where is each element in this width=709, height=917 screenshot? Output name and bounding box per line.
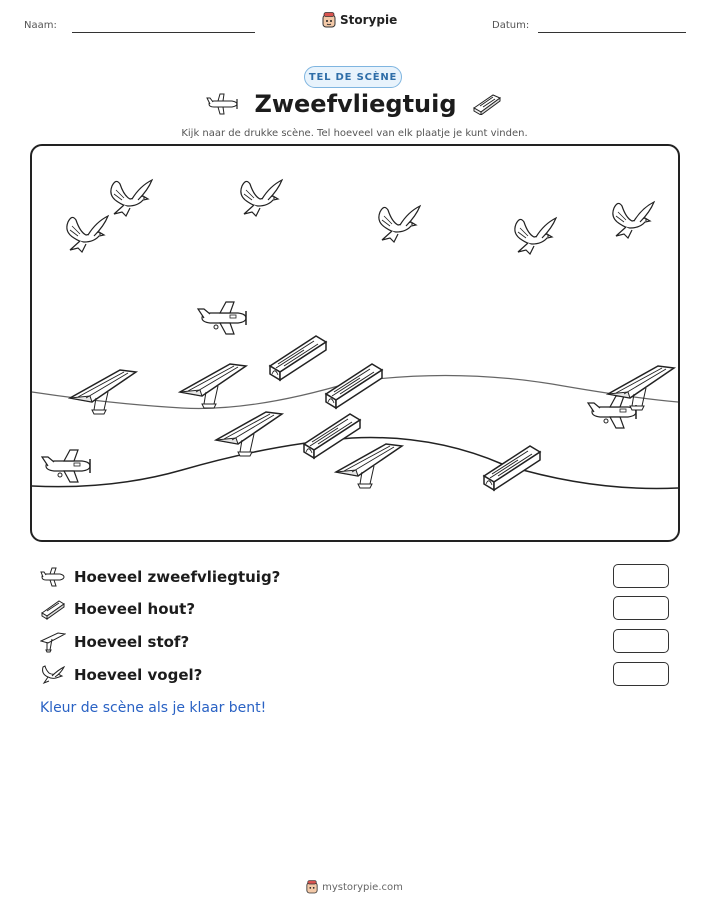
wood bbox=[304, 414, 360, 458]
instructions: Kijk naar de drukke scène. Tel hoeveel van elk plaatje je kunt vinden. bbox=[181, 128, 528, 139]
glider bbox=[216, 412, 282, 456]
footer bbox=[0, 880, 709, 894]
brand-logo bbox=[322, 12, 397, 28]
plane bbox=[588, 396, 636, 428]
question-row bbox=[40, 566, 670, 592]
question-text: Hoeveel zweefvliegtuig? bbox=[74, 568, 281, 586]
bird bbox=[111, 180, 152, 216]
scene-illustration bbox=[32, 146, 678, 540]
storypie-logo-icon bbox=[306, 880, 318, 894]
color-instruction: Kleur de scène als je klaar bent! bbox=[40, 700, 267, 716]
wood-icon bbox=[40, 598, 66, 620]
wood-icon bbox=[471, 93, 503, 115]
question-row bbox=[40, 631, 670, 657]
footer-url[interactable]: mystorypie.com bbox=[322, 881, 403, 893]
question-text: Hoeveel vogel? bbox=[74, 666, 203, 684]
glider bbox=[70, 370, 136, 414]
storypie-logo-icon bbox=[322, 12, 336, 28]
date-label: Datum: bbox=[492, 20, 530, 31]
date-line[interactable] bbox=[538, 32, 686, 33]
bird bbox=[67, 216, 108, 252]
bird bbox=[241, 180, 282, 216]
plane-icon bbox=[206, 93, 240, 115]
question-text: Hoeveel stof? bbox=[74, 633, 190, 651]
answer-box[interactable] bbox=[613, 564, 669, 588]
name-label: Naam: bbox=[24, 20, 57, 31]
answer-box[interactable] bbox=[613, 629, 669, 653]
question-text: Hoeveel hout? bbox=[74, 600, 196, 618]
glider bbox=[336, 444, 402, 488]
hang-glider-icon bbox=[40, 631, 66, 653]
plane-icon bbox=[40, 566, 66, 588]
plane bbox=[198, 302, 246, 334]
bird bbox=[379, 206, 420, 242]
bird bbox=[515, 218, 556, 254]
count-scene bbox=[30, 144, 680, 542]
question-row bbox=[40, 598, 670, 624]
plane bbox=[42, 450, 90, 482]
answer-box[interactable] bbox=[613, 596, 669, 620]
bird-icon bbox=[40, 664, 66, 686]
name-line[interactable] bbox=[72, 32, 255, 33]
glider bbox=[180, 364, 246, 408]
wood bbox=[270, 336, 326, 380]
wood bbox=[484, 446, 540, 490]
answer-box[interactable] bbox=[613, 662, 669, 686]
wood bbox=[326, 364, 382, 408]
page-title: Zweefvliegtuig bbox=[254, 90, 457, 118]
brand-name: Storypie bbox=[340, 13, 398, 27]
question-row bbox=[40, 664, 670, 690]
title-row bbox=[0, 90, 709, 118]
bird bbox=[613, 202, 654, 238]
scene-tag: TEL DE SCÈNE bbox=[304, 66, 402, 88]
